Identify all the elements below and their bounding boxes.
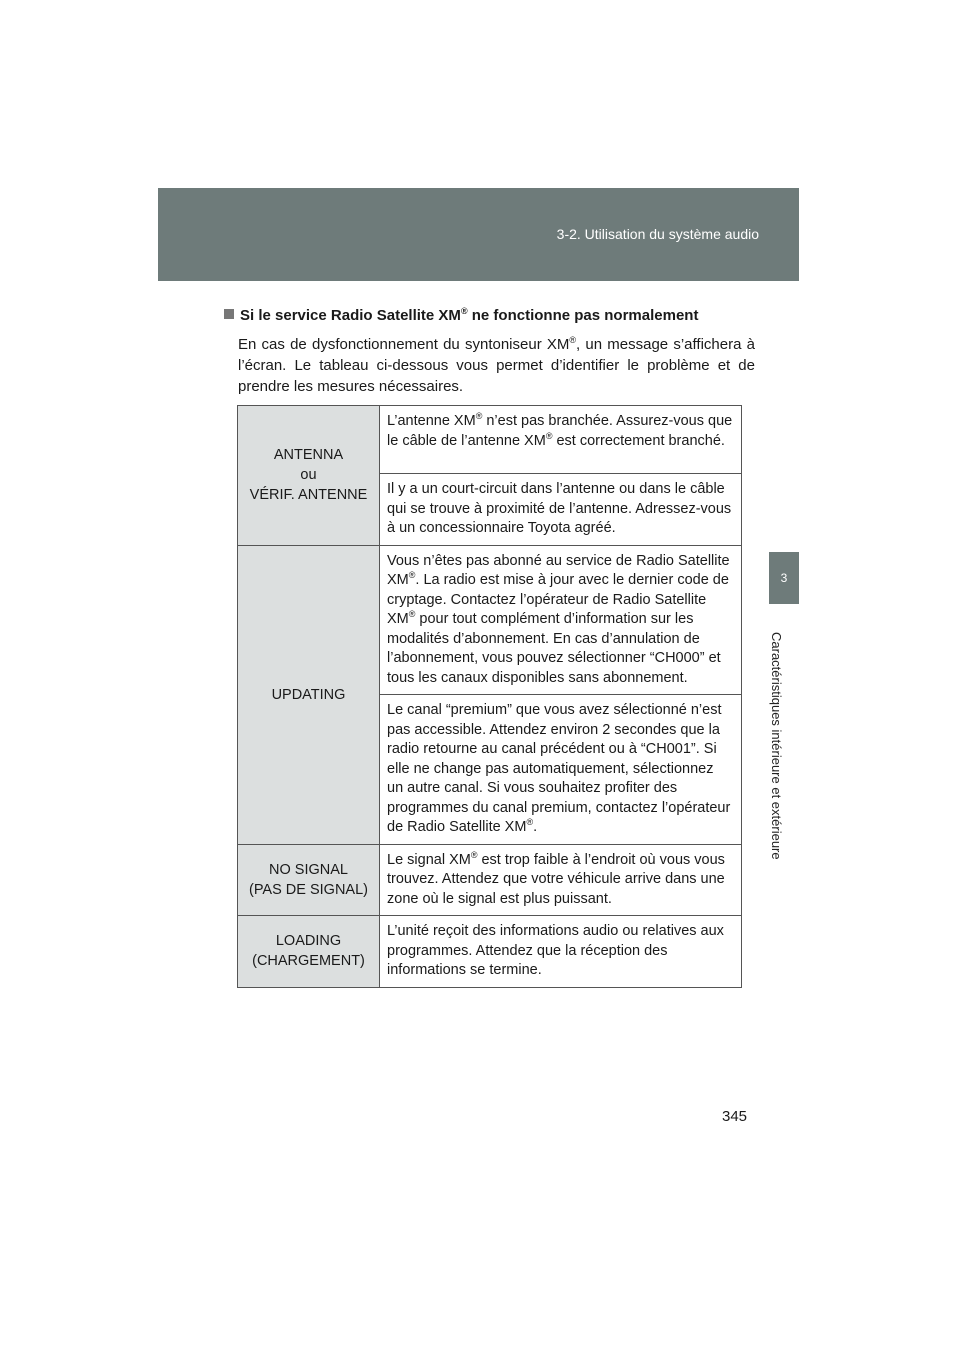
message-description (380, 695, 742, 845)
message-code-antenna (238, 406, 380, 546)
registered-mark: ® (526, 817, 534, 827)
registered-mark: ® (470, 849, 478, 860)
message-code-no-signal (238, 844, 380, 916)
table-row (238, 844, 742, 916)
registered-mark: ® (408, 570, 416, 580)
desc-text: pour tout complément d’information sur les modalités d’abonnement. En cas d’annulation de l’abonnement, vous pouvez sélectionner “CH000” et tous les canaux disponibles sans abonnement. (387, 611, 721, 686)
message-code-loading (238, 916, 380, 988)
table-row (238, 916, 742, 988)
desc-text: est correctement branché. (552, 432, 725, 449)
side-chapter-tab (769, 552, 799, 604)
desc-text: . (533, 819, 538, 835)
heading-text-end: ne fonctionne pas normalement (467, 307, 699, 324)
chapter-header-band (158, 188, 799, 281)
desc-text: Le signal XM (387, 851, 471, 868)
page-number: 345 (722, 1108, 748, 1125)
code-text: ANTENNA (273, 447, 344, 464)
desc-text: n’est pas branchée. Assurez-vous que le câble de l’antenne XM (387, 413, 733, 449)
desc-text: . La radio est mise à jour avec le dernier code de cryptage. Contactez l’opérateur de Radio Satellite XM (387, 572, 729, 627)
side-chapter-number: 3 (780, 571, 788, 585)
square-bullet-icon (224, 309, 234, 319)
section-heading (224, 307, 764, 324)
registered-mark: ® (545, 430, 553, 441)
intro-text-start: En cas de dysfonctionnement du syntoniseur XM (238, 336, 570, 353)
registered-mark: ® (569, 335, 577, 345)
intro-text-end: , un message s’affichera à l’écran. Le tableau ci-dessous vous permet d’identifier le problème et de prendre les mesures nécessaires. (238, 336, 755, 395)
message-description (380, 545, 742, 695)
code-text: (PAS DE SIGNAL) (249, 881, 368, 898)
message-code-updating: UPDATING (238, 545, 380, 844)
heading-text-start: Si le service Radio Satellite XM (240, 307, 461, 324)
registered-mark: ® (460, 306, 468, 316)
desc-text: est trop faible à l’endroit où vous vous trouvez. Attendez que votre véhicule arrive dans une zone où le signal est plus puissant. (387, 851, 725, 907)
chapter-header-title: 3-2. Utilisation du système audio (556, 226, 759, 242)
code-text: NO SIGNAL (269, 861, 348, 878)
registered-mark: ® (475, 411, 483, 421)
code-text: VÉRIF. ANTENNE (249, 487, 368, 504)
intro-paragraph (238, 334, 755, 397)
table-row (238, 406, 742, 474)
desc-text: L’antenne XM (387, 413, 476, 429)
side-chapter-label: Caractéristiques intérieure et extérieure (769, 632, 784, 860)
message-description (380, 844, 742, 916)
code-text: LOADING (275, 933, 342, 950)
xm-message-table (237, 405, 742, 988)
code-text: ou (300, 467, 317, 484)
message-description: L’unité reçoit des informations audio ou relatives aux programmes. Attendez que la réception des informations se termine. (380, 916, 742, 988)
registered-mark: ® (408, 609, 416, 619)
table-row (238, 545, 742, 695)
message-description: Il y a un court-circuit dans l’antenne ou dans le câble qui se trouve à proximité de l’antenne. Adressez-vous à un concessionnaire Toyota agréé. (380, 474, 742, 546)
code-text: (CHARGEMENT) (252, 953, 365, 970)
desc-text: Vous n’êtes pas abonné au service de Radio Satellite XM (387, 552, 730, 588)
message-description (380, 406, 742, 474)
desc-text: Le canal “premium” que vous avez sélectionné n’est pas accessible. Attendez environ 2 secondes que la radio retourne au canal précédent ou à “CH001”. Si elle ne change pas automatiquement, sélectionnez un autre canal. Si vous souhaitez profiter des programmes du canal premium, contactez l’opérateur de Radio Satellite XM (387, 702, 731, 835)
